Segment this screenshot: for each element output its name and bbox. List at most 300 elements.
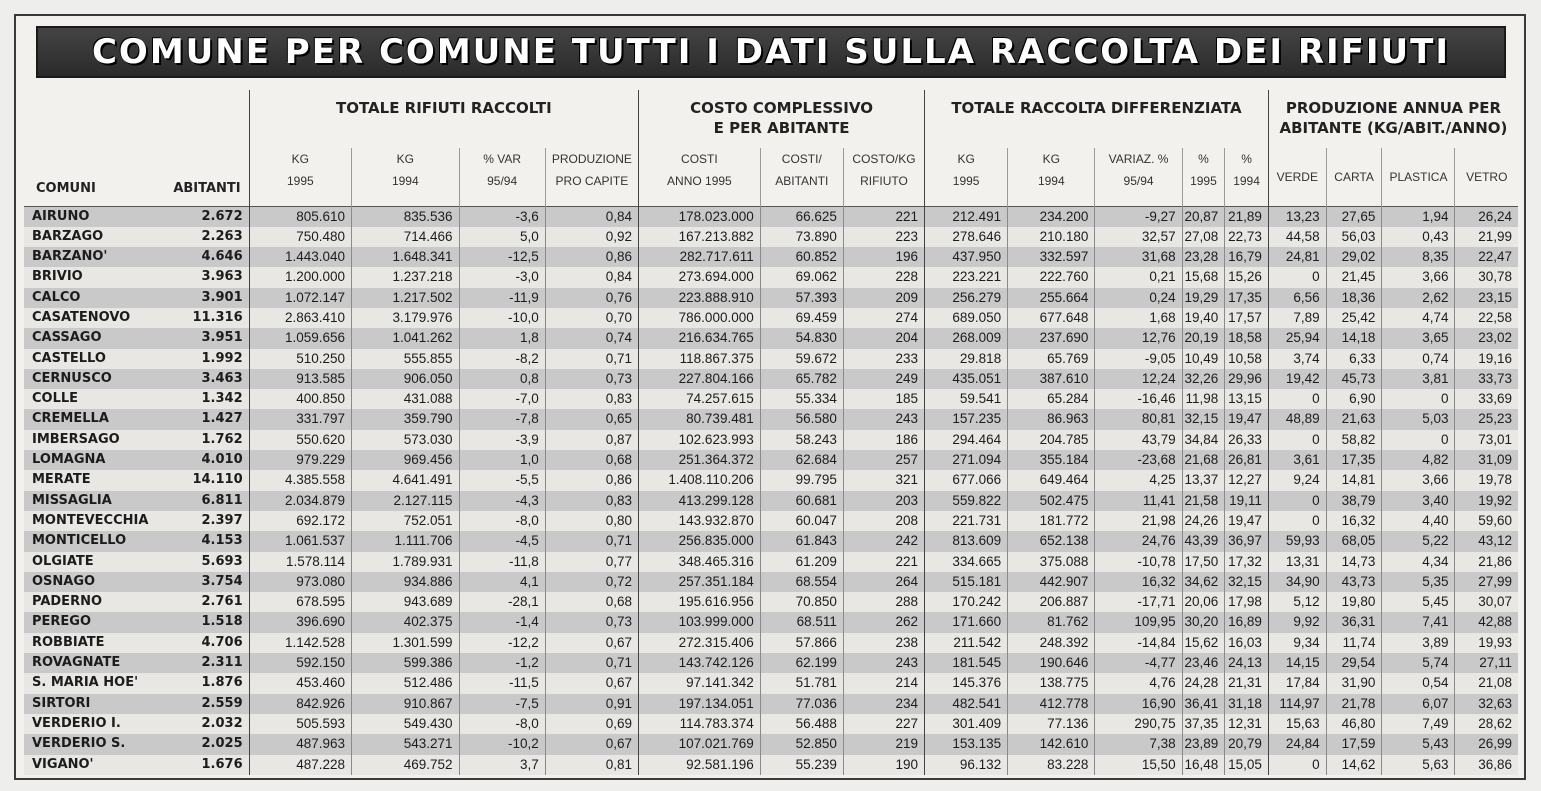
cell-var: -12,5: [459, 247, 545, 267]
table-row: [24, 369, 1518, 389]
cell-diff-kg1994: 204.785: [1008, 430, 1095, 450]
cell-costi: 786.000.000: [639, 308, 761, 328]
cell-kg1995: 396.690: [249, 612, 351, 632]
cell-diff-kg1995: 171.660: [925, 612, 1008, 632]
cell-var: 3,7: [459, 755, 545, 775]
cell-diff-kg1995: 223.221: [925, 267, 1008, 287]
cell-carta: 21,78: [1326, 694, 1382, 714]
cell-costi-abitanti: 56.488: [760, 714, 843, 734]
cell-prodcapite: 0,74: [545, 328, 638, 348]
table-row: [24, 714, 1518, 734]
cell-plastica: 0,43: [1382, 227, 1455, 247]
cell-pct1994: 26,33: [1225, 430, 1269, 450]
cell-carta: 14,73: [1326, 552, 1382, 572]
cell-pct1995: 15,62: [1182, 633, 1225, 653]
cell-verde: 14,15: [1268, 653, 1326, 673]
cell-diff-kg1995: 482.541: [925, 694, 1008, 714]
cell-diff-kg1994: 190.646: [1008, 653, 1095, 673]
cell-var: 5,0: [459, 227, 545, 247]
cell-kg1995: 550.620: [249, 430, 351, 450]
cell-prodcapite: 0,67: [545, 673, 638, 693]
cell-prodcapite: 0,84: [545, 267, 638, 287]
cell-vetro: 19,16: [1455, 349, 1518, 369]
cell-kg1994: 835.536: [352, 206, 460, 227]
cell-abitanti: 3.463: [161, 369, 249, 389]
cell-verde: 3,61: [1268, 450, 1326, 470]
cell-comune: CASATENOVO: [24, 308, 161, 328]
cell-diff-kg1995: 271.094: [925, 450, 1008, 470]
cell-costi-abitanti: 52.850: [760, 734, 843, 754]
cell-abitanti: 2.559: [161, 694, 249, 714]
cell-costi-abitanti: 69.062: [760, 267, 843, 287]
cell-diff-kg1995: 145.376: [925, 673, 1008, 693]
cell-diff-kg1994: 649.464: [1008, 470, 1095, 490]
cell-diff-kg1994: 234.200: [1008, 206, 1095, 227]
group-header-differenziata: TOTALE RACCOLTA DIFFERENZIATA: [925, 90, 1269, 148]
cell-comune: PEREGO: [24, 612, 161, 632]
cell-pct1994: 19,11: [1225, 491, 1269, 511]
cell-prodcapite: 0,67: [545, 734, 638, 754]
cell-verde: 59,93: [1268, 531, 1326, 551]
cell-pct1995: 32,15: [1182, 409, 1225, 429]
table-row: [24, 288, 1518, 308]
cell-vetro: 73,01: [1455, 430, 1518, 450]
cell-vetro: 32,63: [1455, 694, 1518, 714]
cell-pct1995: 24,26: [1182, 511, 1225, 531]
group-header-totale: TOTALE RIFIUTI RACCOLTI: [249, 90, 638, 148]
cell-var: -3,6: [459, 206, 545, 227]
col-header-kg1994: KG 1994: [352, 148, 460, 206]
cell-carta: 17,35: [1326, 450, 1382, 470]
cell-carta: 6,33: [1326, 349, 1382, 369]
cell-costi: 273.694.000: [639, 267, 761, 287]
cell-var: -8,0: [459, 511, 545, 531]
cell-kg1995: 2.034.879: [249, 491, 351, 511]
cell-pct1995: 43,39: [1182, 531, 1225, 551]
table-row: [24, 349, 1518, 369]
cell-prodcapite: 0,70: [545, 308, 638, 328]
cell-carta: 43,73: [1326, 572, 1382, 592]
cell-var: -4,5: [459, 531, 545, 551]
cell-costi-abitanti: 61.209: [760, 552, 843, 572]
cell-pct1995: 15,68: [1182, 267, 1225, 287]
cell-comune: ROVAGNATE: [24, 653, 161, 673]
cell-vetro: 28,62: [1455, 714, 1518, 734]
cell-costi-abitanti: 68.554: [760, 572, 843, 592]
cell-abitanti: 2.263: [161, 227, 249, 247]
table-frame: [14, 14, 1526, 780]
cell-pct1995: 23,46: [1182, 653, 1225, 673]
cell-diff-kg1994: 375.088: [1008, 552, 1095, 572]
col-header-kg1995: KG 1995: [249, 148, 351, 206]
cell-verde: 5,12: [1268, 592, 1326, 612]
cell-verde: 114,97: [1268, 694, 1326, 714]
cell-comune: MONTEVECCHIA: [24, 511, 161, 531]
table-row: [24, 470, 1518, 490]
cell-abitanti: 4.706: [161, 633, 249, 653]
cell-carta: 14,62: [1326, 755, 1382, 775]
cell-kg1995: 1.200.000: [249, 267, 351, 287]
cell-plastica: 3,40: [1382, 491, 1455, 511]
cell-kg1994: 402.375: [352, 612, 460, 632]
cell-vetro: 30,07: [1455, 592, 1518, 612]
cell-carta: 19,80: [1326, 592, 1382, 612]
table-row: [24, 206, 1518, 227]
cell-costi-abitanti: 55.239: [760, 755, 843, 775]
cell-costo-kg: 233: [843, 349, 924, 369]
table-row: [24, 409, 1518, 429]
cell-vetro: 27,11: [1455, 653, 1518, 673]
cell-abitanti: 2.311: [161, 653, 249, 673]
cell-kg1995: 1.072.147: [249, 288, 351, 308]
cell-kg1994: 573.030: [352, 430, 460, 450]
cell-costi: 103.999.000: [639, 612, 761, 632]
cell-diff-kg1994: 442.907: [1008, 572, 1095, 592]
cell-comune: AIRUNO: [24, 206, 161, 227]
cell-kg1994: 910.867: [352, 694, 460, 714]
cell-kg1995: 453.460: [249, 673, 351, 693]
cell-costi: 256.835.000: [639, 531, 761, 551]
cell-abitanti: 5.693: [161, 552, 249, 572]
col-header-pct1994: % 1994: [1225, 148, 1269, 206]
cell-diff-var: 43,79: [1095, 430, 1182, 450]
cell-verde: 25,94: [1268, 328, 1326, 348]
cell-prodcapite: 0,73: [545, 369, 638, 389]
cell-verde: 6,56: [1268, 288, 1326, 308]
cell-diff-kg1995: 689.050: [925, 308, 1008, 328]
cell-kg1995: 505.593: [249, 714, 351, 734]
cell-kg1994: 752.051: [352, 511, 460, 531]
cell-abitanti: 3.963: [161, 267, 249, 287]
cell-comune: CASSAGO: [24, 328, 161, 348]
col-header-diff-var: VARIAZ. % 95/94: [1095, 148, 1182, 206]
cell-costo-kg: 264: [843, 572, 924, 592]
cell-costi-abitanti: 60.852: [760, 247, 843, 267]
cell-costi-abitanti: 65.782: [760, 369, 843, 389]
cell-diff-kg1995: 301.409: [925, 714, 1008, 734]
cell-plastica: 5,63: [1382, 755, 1455, 775]
cell-var: -8,2: [459, 349, 545, 369]
cell-pct1994: 22,73: [1225, 227, 1269, 247]
cell-vetro: 31,09: [1455, 450, 1518, 470]
cell-comune: BRIVIO: [24, 267, 161, 287]
cell-diff-var: 12,76: [1095, 328, 1182, 348]
cell-diff-var: 32,57: [1095, 227, 1182, 247]
cell-diff-var: 15,50: [1095, 755, 1182, 775]
cell-kg1995: 592.150: [249, 653, 351, 673]
cell-diff-kg1995: 59.541: [925, 389, 1008, 409]
cell-verde: 0: [1268, 511, 1326, 531]
cell-pct1995: 37,35: [1182, 714, 1225, 734]
cell-plastica: 3,89: [1382, 633, 1455, 653]
cell-prodcapite: 0,65: [545, 409, 638, 429]
cell-pct1994: 29,96: [1225, 369, 1269, 389]
cell-costi-abitanti: 62.199: [760, 653, 843, 673]
group-header-row: [24, 90, 1518, 148]
cell-pct1995: 30,20: [1182, 612, 1225, 632]
cell-comune: MONTICELLO: [24, 531, 161, 551]
cell-diff-kg1994: 83.228: [1008, 755, 1095, 775]
cell-prodcapite: 0,92: [545, 227, 638, 247]
cell-abitanti: 1.876: [161, 673, 249, 693]
cell-costi: 97.141.342: [639, 673, 761, 693]
cell-carta: 56,03: [1326, 227, 1382, 247]
cell-var: -1,2: [459, 653, 545, 673]
cell-var: -28,1: [459, 592, 545, 612]
cell-abitanti: 1.427: [161, 409, 249, 429]
cell-var: -1,4: [459, 612, 545, 632]
table-row: [24, 552, 1518, 572]
cell-verde: 7,89: [1268, 308, 1326, 328]
cell-kg1995: 1.059.656: [249, 328, 351, 348]
cell-carta: 29,54: [1326, 653, 1382, 673]
cell-verde: 24,81: [1268, 247, 1326, 267]
cell-costi: 118.867.375: [639, 349, 761, 369]
cell-costo-kg: 221: [843, 206, 924, 227]
cell-kg1995: 913.585: [249, 369, 351, 389]
cell-costi: 143.742.126: [639, 653, 761, 673]
cell-comune: PADERNO: [24, 592, 161, 612]
cell-plastica: 5,22: [1382, 531, 1455, 551]
cell-abitanti: 1.518: [161, 612, 249, 632]
cell-diff-var: 4,25: [1095, 470, 1182, 490]
cell-kg1994: 934.886: [352, 572, 460, 592]
table-row: [24, 389, 1518, 409]
cell-prodcapite: 0,71: [545, 653, 638, 673]
cell-kg1994: 549.430: [352, 714, 460, 734]
cell-carta: 46,80: [1326, 714, 1382, 734]
cell-prodcapite: 0,72: [545, 572, 638, 592]
table-row: [24, 430, 1518, 450]
cell-costi: 251.364.372: [639, 450, 761, 470]
cell-kg1994: 599.386: [352, 653, 460, 673]
cell-var: 0,8: [459, 369, 545, 389]
cell-diff-kg1995: 559.822: [925, 491, 1008, 511]
cell-prodcapite: 0,69: [545, 714, 638, 734]
cell-comune: MERATE: [24, 470, 161, 490]
cell-verde: 0: [1268, 491, 1326, 511]
cell-kg1995: 1.578.114: [249, 552, 351, 572]
cell-costi: 223.888.910: [639, 288, 761, 308]
cell-kg1994: 943.689: [352, 592, 460, 612]
cell-kg1995: 979.229: [249, 450, 351, 470]
cell-pct1995: 11,98: [1182, 389, 1225, 409]
cell-prodcapite: 0,83: [545, 389, 638, 409]
cell-kg1995: 1.142.528: [249, 633, 351, 653]
cell-costi: 197.134.051: [639, 694, 761, 714]
cell-costi: 1.408.110.206: [639, 470, 761, 490]
cell-costi-abitanti: 62.684: [760, 450, 843, 470]
cell-costi: 227.804.166: [639, 369, 761, 389]
cell-comune: CALCO: [24, 288, 161, 308]
cell-abitanti: 1.992: [161, 349, 249, 369]
cell-kg1995: 678.595: [249, 592, 351, 612]
cell-plastica: 2,62: [1382, 288, 1455, 308]
cell-vetro: 19,78: [1455, 470, 1518, 490]
cell-prodcapite: 0,67: [545, 633, 638, 653]
cell-vetro: 59,60: [1455, 511, 1518, 531]
cell-pct1994: 10,58: [1225, 349, 1269, 369]
cell-comune: CREMELLA: [24, 409, 161, 429]
cell-pct1995: 20,19: [1182, 328, 1225, 348]
cell-diff-kg1994: 138.775: [1008, 673, 1095, 693]
cell-var: -3,9: [459, 430, 545, 450]
cell-var: 1,0: [459, 450, 545, 470]
cell-vetro: 30,78: [1455, 267, 1518, 287]
cell-costi-abitanti: 57.393: [760, 288, 843, 308]
cell-pct1995: 23,89: [1182, 734, 1225, 754]
cell-costo-kg: 203: [843, 491, 924, 511]
cell-abitanti: 4.010: [161, 450, 249, 470]
cell-costi: 178.023.000: [639, 206, 761, 227]
cell-diff-kg1994: 355.184: [1008, 450, 1095, 470]
cell-costi: 348.465.316: [639, 552, 761, 572]
cell-costi: 167.213.882: [639, 227, 761, 247]
cell-diff-var: 4,76: [1095, 673, 1182, 693]
cell-kg1994: 2.127.115: [352, 491, 460, 511]
cell-vetro: 26,24: [1455, 206, 1518, 227]
table-body: [24, 206, 1518, 775]
cell-diff-kg1994: 652.138: [1008, 531, 1095, 551]
cell-costo-kg: 243: [843, 409, 924, 429]
cell-costo-kg: 219: [843, 734, 924, 754]
cell-verde: 0: [1268, 755, 1326, 775]
cell-diff-var: 21,98: [1095, 511, 1182, 531]
cell-costi: 102.623.993: [639, 430, 761, 450]
cell-var: -11,8: [459, 552, 545, 572]
cell-abitanti: 6.811: [161, 491, 249, 511]
cell-costo-kg: 208: [843, 511, 924, 531]
cell-vetro: 23,15: [1455, 288, 1518, 308]
table-row: [24, 612, 1518, 632]
cell-diff-var: 290,75: [1095, 714, 1182, 734]
cell-diff-var: 12,24: [1095, 369, 1182, 389]
cell-diff-var: -17,71: [1095, 592, 1182, 612]
cell-kg1994: 906.050: [352, 369, 460, 389]
cell-prodcapite: 0,86: [545, 470, 638, 490]
cell-comune: OLGIATE: [24, 552, 161, 572]
cell-pct1994: 17,57: [1225, 308, 1269, 328]
cell-abitanti: 2.761: [161, 592, 249, 612]
cell-kg1994: 3.179.976: [352, 308, 460, 328]
cell-diff-kg1994: 210.180: [1008, 227, 1095, 247]
cell-plastica: 0: [1382, 389, 1455, 409]
cell-kg1995: 331.797: [249, 409, 351, 429]
cell-plastica: 4,82: [1382, 450, 1455, 470]
cell-prodcapite: 0,81: [545, 755, 638, 775]
cell-prodcapite: 0,68: [545, 450, 638, 470]
cell-costo-kg: 185: [843, 389, 924, 409]
cell-prodcapite: 0,77: [545, 552, 638, 572]
cell-abitanti: 4.153: [161, 531, 249, 551]
cell-pct1995: 34,62: [1182, 572, 1225, 592]
cell-pct1995: 36,41: [1182, 694, 1225, 714]
cell-costi-abitanti: 55.334: [760, 389, 843, 409]
cell-abitanti: 14.110: [161, 470, 249, 490]
cell-plastica: 3,81: [1382, 369, 1455, 389]
cell-verde: 34,90: [1268, 572, 1326, 592]
cell-diff-kg1995: 294.464: [925, 430, 1008, 450]
cell-costo-kg: 228: [843, 267, 924, 287]
cell-diff-var: -14,84: [1095, 633, 1182, 653]
cell-verde: 9,34: [1268, 633, 1326, 653]
cell-plastica: 0,74: [1382, 349, 1455, 369]
cell-pct1994: 26,81: [1225, 450, 1269, 470]
cell-abitanti: 3.901: [161, 288, 249, 308]
cell-pct1995: 23,28: [1182, 247, 1225, 267]
cell-costo-kg: 221: [843, 552, 924, 572]
cell-diff-var: 109,95: [1095, 612, 1182, 632]
table-row: [24, 653, 1518, 673]
cell-diff-kg1994: 222.760: [1008, 267, 1095, 287]
cell-plastica: 5,03: [1382, 409, 1455, 429]
cell-plastica: 3,66: [1382, 470, 1455, 490]
cell-verde: 15,63: [1268, 714, 1326, 734]
cell-pct1995: 17,50: [1182, 552, 1225, 572]
cell-diff-kg1995: 515.181: [925, 572, 1008, 592]
cell-costi-abitanti: 68.511: [760, 612, 843, 632]
cell-costo-kg: 242: [843, 531, 924, 551]
col-header-diff-kg1994: KG 1994: [1008, 148, 1095, 206]
cell-costo-kg: 262: [843, 612, 924, 632]
cell-var: -10,2: [459, 734, 545, 754]
table-row: [24, 592, 1518, 612]
cell-pct1995: 19,29: [1182, 288, 1225, 308]
cell-pct1994: 13,15: [1225, 389, 1269, 409]
cell-vetro: 33,69: [1455, 389, 1518, 409]
cell-costi-abitanti: 99.795: [760, 470, 843, 490]
cell-diff-var: 31,68: [1095, 247, 1182, 267]
cell-plastica: 8,35: [1382, 247, 1455, 267]
cell-diff-kg1994: 142.610: [1008, 734, 1095, 754]
cell-kg1995: 750.480: [249, 227, 351, 247]
col-header-diff-kg1995: KG 1995: [925, 148, 1008, 206]
cell-prodcapite: 0,76: [545, 288, 638, 308]
cell-comune: BARZAGO: [24, 227, 161, 247]
cell-pct1994: 31,18: [1225, 694, 1269, 714]
cell-pct1994: 19,47: [1225, 409, 1269, 429]
cell-abitanti: 1.762: [161, 430, 249, 450]
cell-pct1994: 16,89: [1225, 612, 1269, 632]
cell-costo-kg: 223: [843, 227, 924, 247]
cell-comune: S. MARIA HOE': [24, 673, 161, 693]
cell-diff-kg1994: 65.769: [1008, 349, 1095, 369]
table-row: [24, 247, 1518, 267]
cell-diff-kg1994: 255.664: [1008, 288, 1095, 308]
cell-pct1995: 20,87: [1182, 206, 1225, 227]
cell-costo-kg: 234: [843, 694, 924, 714]
cell-carta: 21,45: [1326, 267, 1382, 287]
cell-diff-kg1995: 181.545: [925, 653, 1008, 673]
cell-diff-var: -10,78: [1095, 552, 1182, 572]
cell-pct1994: 15,26: [1225, 267, 1269, 287]
cell-carta: 29,02: [1326, 247, 1382, 267]
cell-diff-var: 0,24: [1095, 288, 1182, 308]
cell-diff-kg1995: 170.242: [925, 592, 1008, 612]
table-row: [24, 308, 1518, 328]
cell-costo-kg: 214: [843, 673, 924, 693]
cell-vetro: 27,99: [1455, 572, 1518, 592]
cell-prodcapite: 0,83: [545, 491, 638, 511]
cell-carta: 25,42: [1326, 308, 1382, 328]
cell-plastica: 0: [1382, 430, 1455, 450]
cell-pct1994: 16,79: [1225, 247, 1269, 267]
cell-costo-kg: 190: [843, 755, 924, 775]
group-header-produzione: [1268, 90, 1518, 148]
cell-var: -7,8: [459, 409, 545, 429]
cell-costi: 216.634.765: [639, 328, 761, 348]
cell-diff-kg1995: 211.542: [925, 633, 1008, 653]
